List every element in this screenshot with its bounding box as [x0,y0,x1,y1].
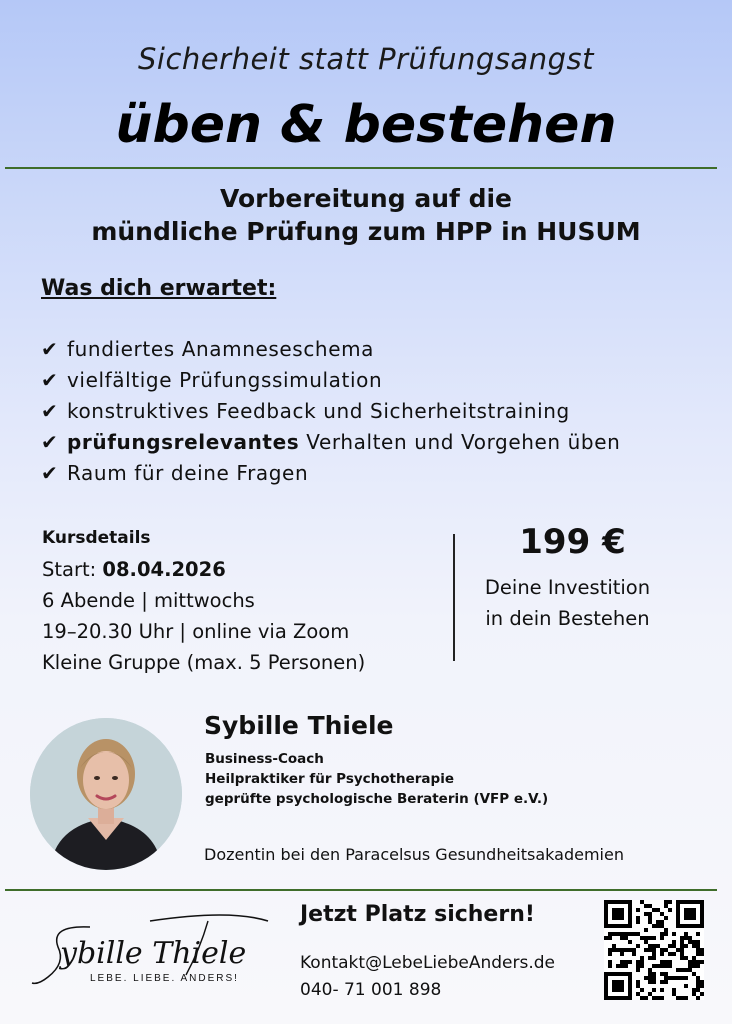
qr-code[interactable] [604,900,704,1000]
headline-line-1: Vorbereitung auf die [219,184,512,213]
course-start-date: 08.04.2026 [102,558,226,581]
signature-logo [30,905,280,1000]
credential: Heilpraktiker für Psychotherapie [205,771,454,787]
list-item [41,365,620,396]
course-details [42,526,365,678]
avatar [30,718,182,870]
check-icon: ✔ [41,337,59,361]
check-icon: ✔ [41,430,59,454]
subtitle: Sicherheit statt Prüfungsangst [138,42,594,76]
price-caption-line-2: in dein Bestehen [485,607,650,630]
trainer-credentials [205,749,548,809]
svg-text:LEBE. LIEBE. ANDERS!: LEBE. LIEBE. ANDERS! [90,973,239,984]
credential: geprüfte psychologische Beraterin (VFP e.V.) [205,791,549,807]
divider-top [5,167,717,169]
contact-phone[interactable]: 040- 71 001 898 [300,980,442,1000]
list-item-text: Raum für deine Fragen [67,461,309,485]
lecturer-note: Dozentin bei den Paracelsus Gesundheitsakademien [204,845,624,864]
list-item [41,396,620,427]
list-item-text: konstruktives Feedback und Sicherheitstraining [67,399,570,423]
divider-bottom [5,889,717,891]
list-item-text: Verhalten und Vorgehen üben [299,430,621,454]
course-time: 19–20.30 Uhr | online via Zoom [42,620,350,643]
expectations-list [41,334,620,489]
course-details-heading: Kursdetails [42,528,151,548]
price-caption-line-1: Deine Investition [484,576,651,599]
headline-line-2: mündliche Prüfung zum HPP in HUSUM [91,217,641,246]
course-start [42,554,365,585]
course-group: Kleine Gruppe (max. 5 Personen) [42,651,366,674]
price-caption [455,572,680,634]
list-item-bold: prüfungsrelevantes [67,430,300,454]
logo [30,905,280,1000]
check-icon: ✔ [41,461,59,485]
cta-heading: Jetzt Platz sichern! [300,902,535,927]
course-sessions: 6 Abende | mittwochs [42,589,255,612]
portrait-image [30,718,182,870]
contact [300,950,555,1004]
contact-email[interactable]: Kontakt@LebeLiebeAnders.de [300,953,556,973]
headline [0,182,732,248]
trainer-name: Sybille Thiele [204,711,394,740]
course-start-label: Start: [42,558,103,581]
expectations-heading: Was dich erwartet: [41,276,277,301]
check-icon: ✔ [41,399,59,423]
check-icon: ✔ [41,368,59,392]
list-item [41,427,620,458]
main-title: üben & bestehen [115,95,617,155]
list-item [41,458,620,489]
svg-text:ybille Thiele: ybille Thiele [60,936,247,971]
list-item [41,334,620,365]
credential: Business-Coach [205,751,324,767]
list-item-text: fundiertes Anamneseschema [67,337,375,361]
price: 199 € [519,522,626,562]
qr-code-icon [604,900,704,1000]
list-item-text: vielfältige Prüfungssimulation [67,368,383,392]
